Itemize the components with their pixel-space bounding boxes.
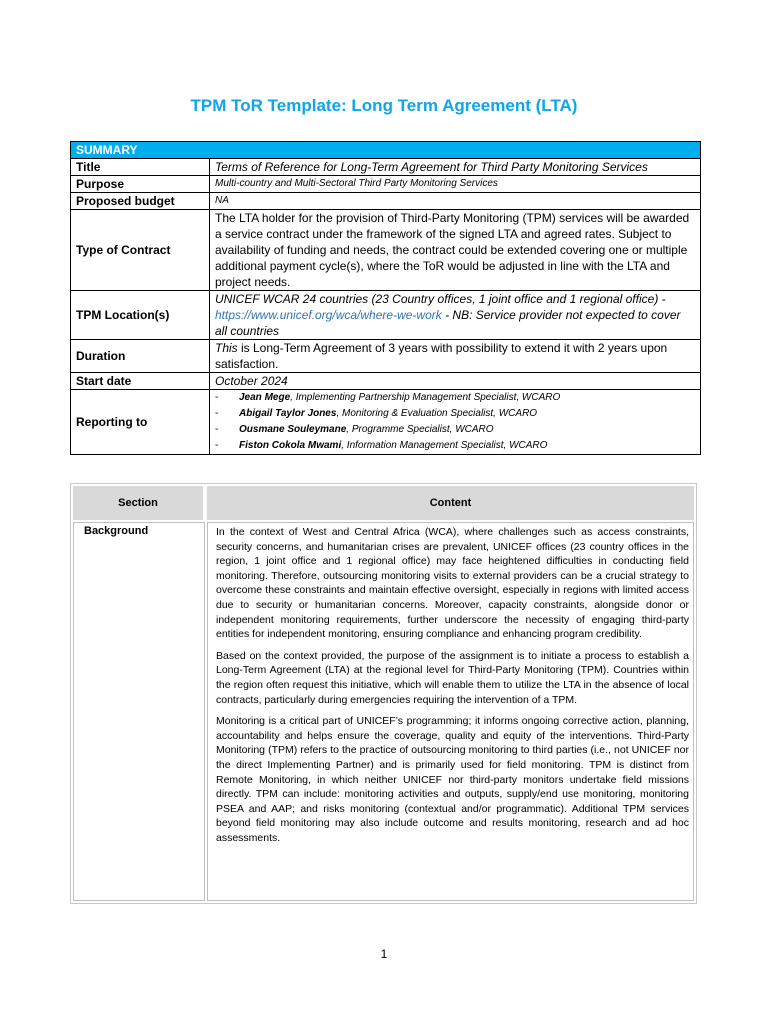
row-purpose-value: Multi-country and Multi-Sectoral Third Party Monitoring Services: [210, 176, 701, 193]
person-name: Fiston Cokola Mwami: [239, 440, 342, 451]
row-budget: [71, 193, 701, 210]
duration-text: is Long-Term Agreement of 3 years with possibility to extend it with 2 years upon satisfaction.: [215, 341, 668, 371]
reporting-person: - Abigail Taylor Jones, Monitoring & Evaluation Specialist, WCARO: [215, 408, 538, 419]
row-title: [71, 159, 701, 176]
row-location-value: [210, 291, 701, 340]
document-title: TPM ToR Template: Long Term Agreement (LTA): [190, 96, 578, 115]
where-we-work-link[interactable]: https://www.unicef.org/wca/where-we-work: [215, 308, 442, 322]
row-budget-value: NA: [210, 193, 701, 210]
reporting-person: - Jean Mege, Implementing Partnership Management Specialist, WCARO: [215, 392, 561, 403]
row-budget-label: Proposed budget: [71, 193, 210, 210]
row-start-value: October 2024: [210, 373, 701, 390]
row-title-value: Terms of Reference for Long-Term Agreement for Third Party Monitoring Services: [210, 159, 701, 176]
person-name: Jean Mege: [239, 392, 291, 403]
person-role: , Programme Specialist, WCARO: [346, 424, 494, 435]
reporting-person: - Fiston Cokola Mwami, Information Management Specialist, WCARO: [215, 440, 548, 451]
content-table-header: [73, 486, 694, 520]
row-duration-label: Duration: [71, 340, 210, 373]
summary-table: [70, 141, 701, 455]
row-contract-value: The LTA holder for the provision of Third-Party Monitoring (TPM) services will be awarded a service contract under the framework of the signed LTA and agreed rates. Subject to availability of funding and needs, the contract could be extended covering one or multiple additional payment cycle(s), where the ToR would be adjusted in line with the LTA and project needs.: [210, 210, 701, 291]
person-role: , Information Management Specialist, WCARO: [341, 440, 548, 451]
content-column-header: Content: [207, 486, 694, 520]
row-location: [71, 291, 701, 340]
content-table: [70, 483, 697, 904]
row-location-label: TPM Location(s): [71, 291, 210, 340]
row-start: [71, 373, 701, 390]
row-title-label: Title: [71, 159, 210, 176]
row-reporting-value: [210, 390, 701, 455]
content-cell: [207, 522, 694, 901]
row-contract-label: Type of Contract: [71, 210, 210, 291]
row-duration: [71, 340, 701, 373]
row-start-label: Start date: [71, 373, 210, 390]
row-purpose-label: Purpose: [71, 176, 210, 193]
background-paragraph: In the context of West and Central Africa (WCA), where challenges such as access constraints, security concerns, and humanitarian crises are prevalent, UNICEF offices (23 country offices in the region, 1 joint office and 1 regional office) may face heightened difficulties in conducting field monitoring. Therefore, outsourcing monitoring visits to external providers can be a crucial strategy to overcome these constraints and maintain effective oversight, especially in regions with limited access due to security or humanitarian concerns. Moreover, capacity constraints, alongside donor or independent monitoring requirements, further underscore the necessity of engaging third-party entities for independent monitoring, ensuring compliance and enhancing program credibility.: [216, 526, 689, 641]
background-paragraph: Based on the context provided, the purpose of the assignment is to initiate a process to establish a Long-Term Agreement (LTA) at the regional level for Third-Party Monitoring (TPM). Countries within the region often request this initiative, which will enable them to utilize the LTA in the absence of local contracts, particularly during emergencies requiring the intervention of a TPM.: [216, 649, 689, 706]
row-purpose: [71, 176, 701, 193]
summary-header-row: [71, 142, 701, 159]
section-cell: [73, 522, 205, 901]
location-text: UNICEF WCAR 24 countries (23 Country offices, 1 joint office and 1 regional office) -: [215, 292, 666, 306]
reporting-person: - Ousmane Souleymane, Programme Specialist, WCARO: [215, 424, 494, 435]
person-name: Abigail Taylor Jones: [239, 408, 337, 419]
background-paragraph: Monitoring is a critical part of UNICEF’s programming; it informs ongoing corrective action, planning, accountability and helps ensure the coverage, quality and equity of the interventions. Third-Party Monitoring (TPM) refers to the practice of outsourcing monitoring to third parties (i.e., not UNICEF nor the direct Implementing Partner) and is primarily used for field monitoring. TPM is distinct from Remote Monitoring, in which neither UNICEF nor third-party monitors undertake field missions directly. TPM can include: monitoring activities and outputs, supply/end use monitoring, monitoring PSEA and AAP; and risks monitoring (contextual and/or programmatic). Additional TPM services beyond field monitoring may also include outcome and results monitoring, research and ad hoc assessments.: [216, 715, 689, 844]
row-reporting-label: Reporting to: [71, 390, 210, 455]
row-duration-value: [210, 340, 701, 373]
section-column-header: Section: [73, 486, 203, 520]
section-name: Background: [84, 525, 149, 537]
duration-lead: This: [215, 341, 238, 355]
row-reporting: [71, 390, 701, 455]
person-role: , Implementing Partnership Management Specialist, WCARO: [290, 392, 561, 403]
page-number: 1: [380, 947, 388, 961]
row-contract: [71, 210, 701, 291]
person-name: Ousmane Souleymane: [239, 424, 347, 435]
person-role: , Monitoring & Evaluation Specialist, WCARO: [336, 408, 538, 419]
location-note: - NB: Service provider not expected to cover all countries: [215, 308, 681, 338]
summary-header: SUMMARY: [71, 142, 701, 159]
